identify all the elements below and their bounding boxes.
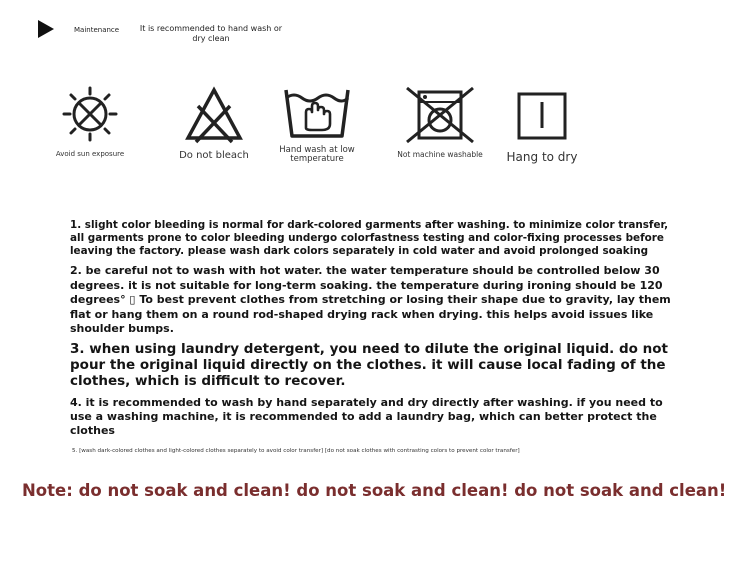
- play-icon: [38, 20, 54, 38]
- instruction-1: 1. slight color bleeding is normal for dark-colored garments after washing. to minimize color transfer, all garments prone to color bleeding undergo colorfastness testing and color-fixing processes before leaving the factory. please wash dark colors separately in cold water and avoid prolonged soaking: [70, 219, 669, 257]
- header: [0, 0, 750, 60]
- maintenance-label: Maintenance: [74, 26, 120, 34]
- symbol-label: Not machine washable: [397, 150, 483, 159]
- symbol-avoid-sun: [30, 84, 150, 158]
- symbol-label: Avoid sun exposure: [55, 150, 125, 158]
- instruction-4: 4. it is recommended to wash by hand separately and dry directly after washing. if you need to use a washing machine, it is recommended to add a laundry bag, which can better protect the clothes: [70, 395, 663, 437]
- care-instructions: [70, 219, 682, 455]
- hand-wash-label: It is recommended to hand wash or dry clean: [139, 24, 283, 43]
- instruction-5: 5. [wash dark-colored clothes and light-colored clothes separately to avoid color transfer] [do not soak clothes with contrasting colors to prevent color transfer]: [72, 447, 520, 454]
- note-warning: Note: do not soak and clean! do not soak and clean! do not soak and clean!: [22, 481, 727, 500]
- symbol-label: Do not bleach: [179, 150, 249, 161]
- symbol-hand-wash: [257, 84, 377, 164]
- symbol-no-bleach: [154, 84, 274, 161]
- machine-wash-crossed-icon: [405, 84, 475, 144]
- hand-wash-tub-icon: [282, 84, 352, 142]
- hang-dry-icon: [512, 84, 572, 144]
- sun-exposure-crossed-icon: [60, 84, 120, 144]
- instruction-3: 3. when using laundry detergent, you need to dilute the original liquid. do not pour the original liquid directly on the clothes. it will cause local fading of the clothes, which is difficult to recover.: [70, 340, 668, 389]
- care-symbols: [0, 84, 750, 184]
- symbol-label: Hand wash at low temperature: [279, 145, 355, 164]
- bleach-crossed-icon: [182, 84, 246, 144]
- instruction-2: 2. be careful not to wash with hot water. the water temperature should be controlled below 30 degrees. it is not suitable for long-term soaking. the temperature during ironing should be 120 degrees° ▯ To best prevent clothes from stretching or losing their shape due to gravity, lay them flat or hang them on a round rod-shaped drying rack when drying. this helps avoid issues like shoulder bumps.: [70, 264, 671, 335]
- symbol-hang-dry: [482, 84, 602, 164]
- symbol-label: Hang to dry: [506, 150, 578, 164]
